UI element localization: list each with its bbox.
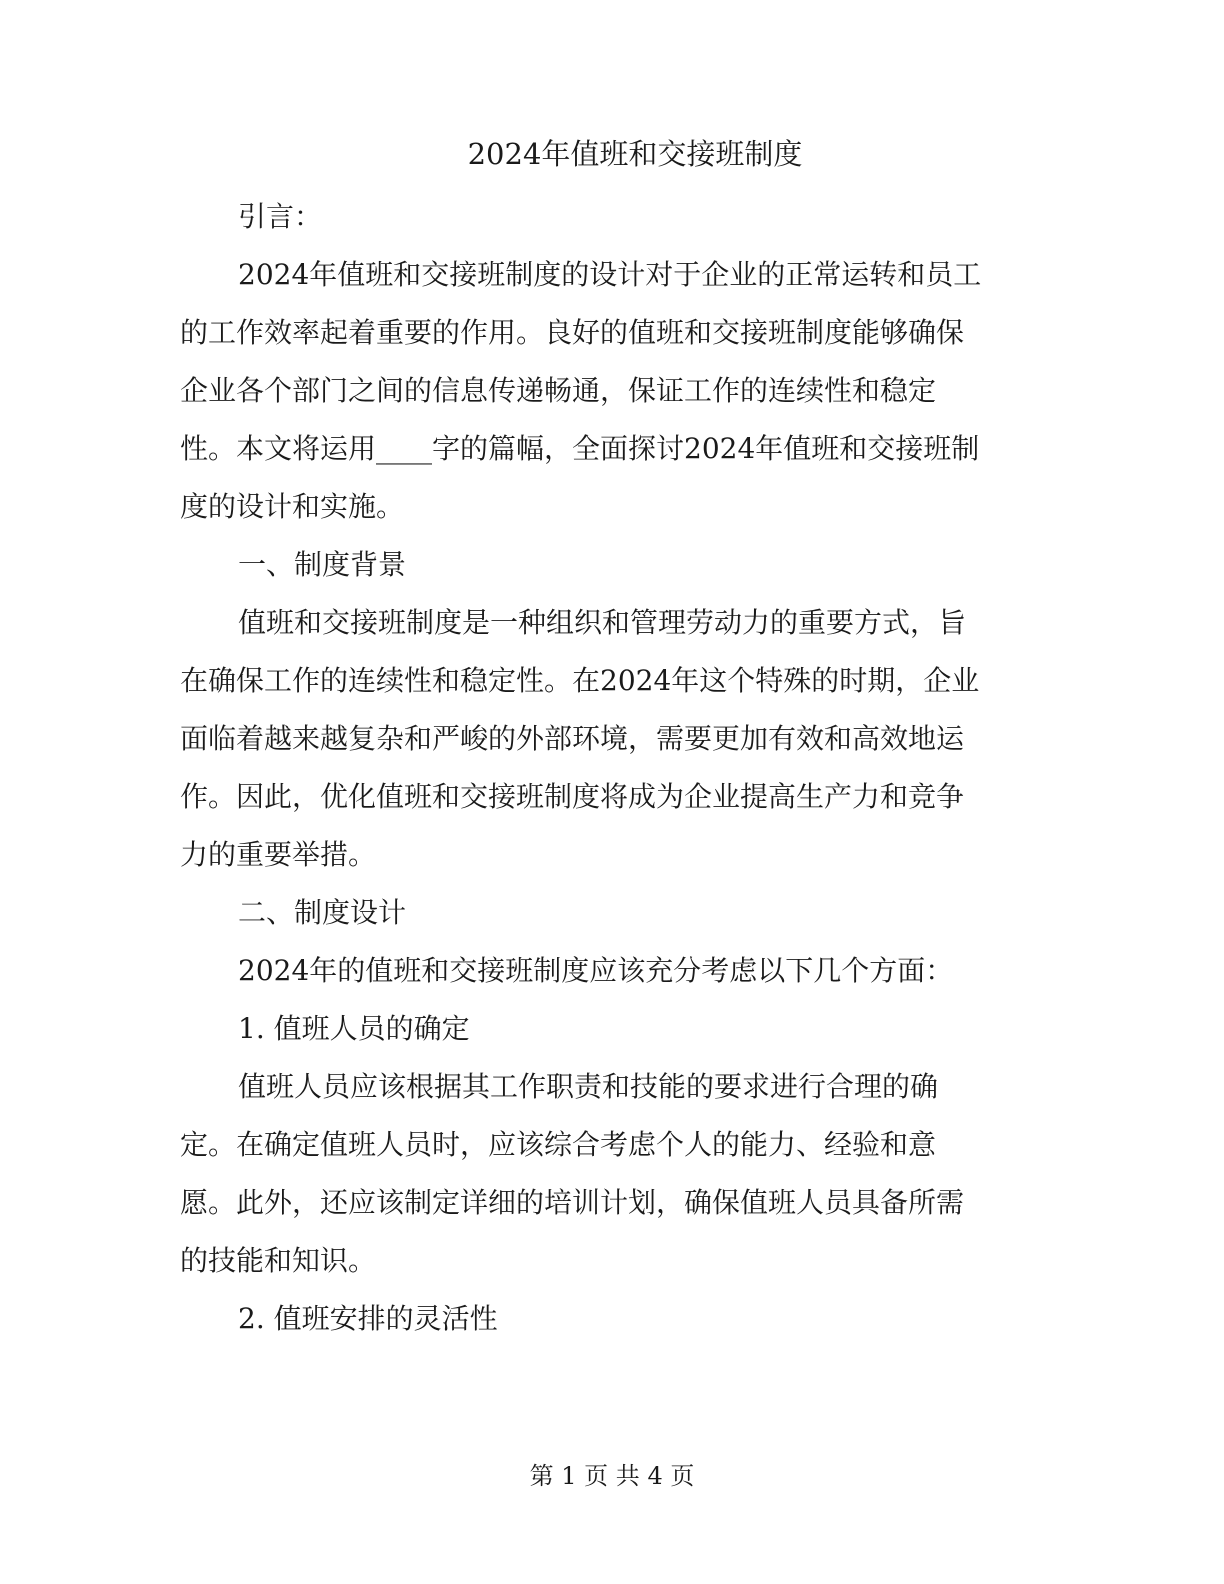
section2-heading: 二、制度设计: [238, 896, 407, 929]
intro-line: 性。本文将运用____字的篇幅，全面探讨2024年值班和交接班制: [180, 432, 980, 465]
document-title: 2024年值班和交接班制度: [467, 137, 803, 171]
section1-line: 面临着越来越复杂和严峻的外部环境，需要更加有效和高效地运: [180, 722, 965, 755]
item1-line: 愿。此外，还应该制定详细的培训计划，确保值班人员具备所需: [180, 1186, 965, 1219]
intro-line: 的工作效率起着重要的作用。良好的值班和交接班制度能够确保: [180, 316, 965, 349]
section1-heading: 一、制度背景: [238, 548, 407, 581]
section1-line: 力的重要举措。: [180, 838, 377, 871]
section1-line: 作。因此，优化值班和交接班制度将成为企业提高生产力和竞争: [180, 780, 965, 813]
section1-line: 在确保工作的连续性和稳定性。在2024年这个特殊的时期，企业: [180, 664, 980, 697]
intro-label: 引言：: [238, 200, 323, 233]
item1-heading: 1. 值班人员的确定: [238, 1012, 470, 1045]
section2-intro: 2024年的值班和交接班制度应该充分考虑以下几个方面：: [238, 954, 954, 987]
item1-line: 定。在确定值班人员时，应该综合考虑个人的能力、经验和意: [180, 1128, 937, 1161]
item1-line: 的技能和知识。: [180, 1244, 377, 1277]
intro-line: 2024年值班和交接班制度的设计对于企业的正常运转和员工: [238, 258, 982, 291]
intro-paragraph: [180, 246, 1040, 536]
item1-line: 值班人员应该根据其工作职责和技能的要求进行合理的确: [238, 1070, 939, 1103]
page-footer: 第 1 页 共 4 页: [529, 1462, 695, 1490]
item1-paragraph: [180, 1058, 1040, 1290]
item2-heading: 2. 值班安排的灵活性: [238, 1302, 498, 1335]
document-body: [180, 188, 1040, 1348]
intro-line: 度的设计和实施。: [180, 490, 405, 523]
intro-line: 企业各个部门之间的信息传递畅通，保证工作的连续性和稳定: [180, 374, 937, 407]
section1-line: 值班和交接班制度是一种组织和管理劳动力的重要方式，旨: [238, 606, 967, 639]
section1-paragraph: [180, 594, 1040, 884]
